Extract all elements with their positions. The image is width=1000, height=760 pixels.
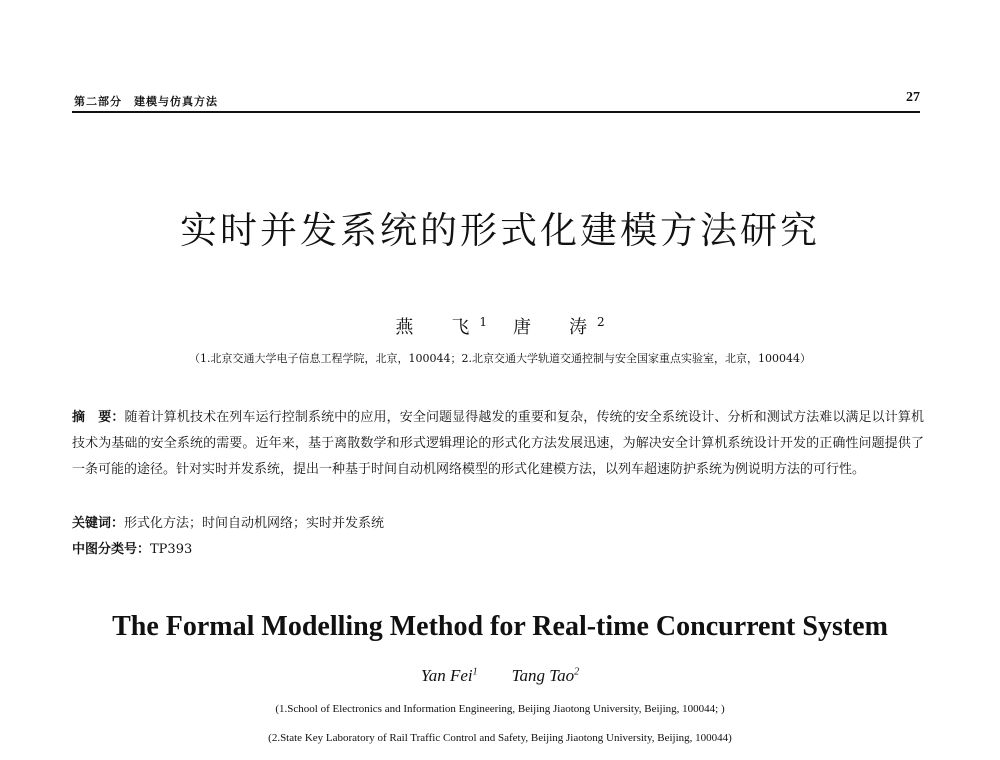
classification-code: TP393 — [150, 542, 193, 557]
keywords-label: 关键词： — [72, 516, 125, 531]
author-name: 唐 涛 — [513, 317, 597, 338]
author-affiliation-mark: 1 — [479, 315, 487, 329]
running-header-section: 第二部分 建模与仿真方法 — [74, 95, 218, 108]
author-name: Tang Tao — [511, 666, 575, 685]
title-chinese: 实时并发系统的形式化建模方法研究 — [180, 209, 820, 252]
classification-label: 中图分类号： — [72, 542, 151, 557]
affiliation-english-2: (2.State Key Laboratory of Rail Traffic Control and Safety, Beijing Jiaotong University, Beijing, 100044) — [268, 732, 732, 744]
keywords-text: 形式化方法；时间自动机网络；实时并发系统 — [124, 516, 385, 531]
author-name: Yan Fei — [420, 666, 473, 685]
keywords-line — [72, 512, 384, 531]
authors-english — [0, 666, 1000, 686]
header-rule — [72, 111, 920, 113]
author-affiliation-mark: 1 — [472, 666, 478, 678]
author-affiliation-mark: 2 — [597, 315, 605, 329]
author-affiliation-mark: 2 — [574, 666, 580, 678]
abstract-label: 摘 要： — [72, 410, 125, 425]
abstract-text: 随着计算机技术在列车运行控制系统中的应用，安全问题显得越发的重要和复杂，传统的安全系统设计、分析和测试方法难以满足以计算机技术为基础的安全系统的需要。近年来，基于离散数学和形式逻辑理论的形式化方法发展迅速，为解决安全计算机系统设计开发的正确性问题提供了一条可能的途径。针对实时并发系统，提出一种基于时间自动机网络模型的形式化建模方法，以列车超速防护系统为例说明方法的可行性。 — [72, 410, 924, 477]
classification-line — [72, 538, 192, 557]
affiliation-chinese: （1.北京交通大学电子信息工程学院，北京，100044；2.北京交通大学轨道交通控制与安全国家重点实验室，北京，100044） — [189, 352, 811, 365]
page-number: 27 — [906, 90, 920, 105]
title-english: The Formal Modelling Method for Real-time Concurrent System — [112, 611, 888, 642]
abstract-chinese — [72, 405, 924, 483]
affiliation-english-1: (1.School of Electronics and Information Engineering, Beijing Jiaotong University, Beijing, 100044; ) — [275, 703, 725, 715]
author-name: 燕 飞 — [395, 317, 480, 338]
authors-chinese — [0, 313, 1000, 339]
